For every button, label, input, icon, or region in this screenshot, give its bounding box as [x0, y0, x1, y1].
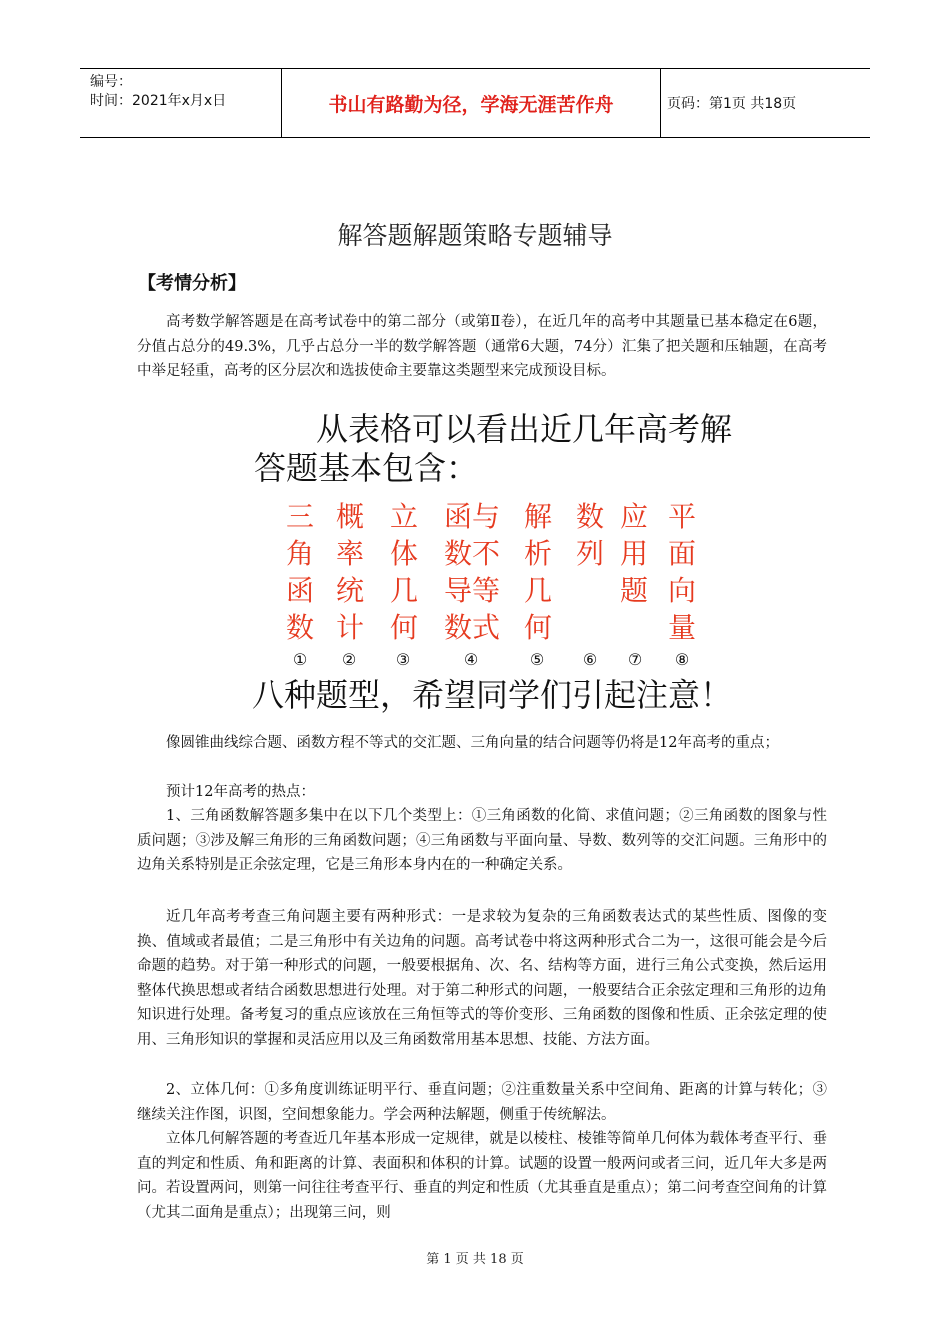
topic-column-prob: 概 率 统 计 [335, 500, 364, 644]
topic-column-vector: 平 面 向 量 [667, 500, 696, 644]
header-motto: 书山有路勤为径，学海无涯苦作舟 [282, 69, 661, 137]
body-paragraph: 1、三角函数解答题多集中在以下几个类型上：①三角函数的化简、求值问题；②三角函数的图象与性质问题；③涉及解三角形的三角函数问题；④三角函数与平面向量、导数、数列等的交汇问题。三角形中的边角关系特别是正余弦定理，它是三角形本身内在的一种确定关系。 [137, 808, 827, 873]
body-paragraph: 近几年高考考查三角问题主要有两种形式：一是求较为复杂的三角函数表达式的某些性质、图像的变换、值域或者最值；二是三角形中有关边角的问题。高考试卷中将这两种形式合二为一，这很可能会是今后命题的趋势。对于第一种形式的问题，一般要根据角、次、名、结构等方面，进行三角公式变换，然后运用整体代换思想或者结合函数思想进行处理。对于第二种形式的问题，一般要结合正余弦定理和三角形的边角知识进行处理。备考复习的重点应该放在三角恒等式的等价变形、三角函数的图像和性质、正余弦定理的使用、三角形知识的掌握和灵活应用以及三角函数常用基本思想、技能、方法方面。 [137, 909, 827, 1048]
topic-column-trig: 三 角 函 数 [285, 500, 314, 644]
slide-line-2: 答题基本包含： [254, 449, 479, 487]
topic-column-seq: 数 列 [575, 500, 604, 570]
header-meta-cell [80, 69, 282, 137]
body-paragraph: 2、立体几何：①多角度训练证明平行、垂直问题；②注重数量关系中空间角、距离的计算与转化；③继续关注作图，识图，空间想象能力。学会两种法解题，侧重于传统解法。 [137, 1082, 827, 1123]
document-header [80, 68, 870, 138]
serial-label: 编号： [90, 74, 132, 90]
intro-paragraph: 高考数学解答题是在高考试卷中的第二部分（或第Ⅱ卷），在近几年的高考中其题量已基本稳定在6题，分值占总分的49.3%，几乎占总分一半的数学解答题（通常6大题，74分）汇集了把关题和压轴题，在高考中举足轻重，高考的区分层次和选拔使命主要靠这类题型来完成预设目标。 [137, 314, 827, 379]
topic-number: ⑦ [627, 650, 643, 669]
body-paragraph: 像圆锥曲线综合题、函数方程不等式的交汇题、三角向量的结合问题等仍将是12年高考的重点； [166, 735, 779, 751]
date-label: 时间：2021年x月x日 [90, 93, 227, 109]
topic-column-func: 函与 数不 导等 数式 [443, 500, 500, 644]
topic-number: ③ [395, 650, 411, 669]
slide-conclusion: 八种题型，希望同学们引起注意！ [252, 676, 733, 714]
body-paragraph: 立体几何解答题的考查近几年基本形成一定规律，就是以棱柱、棱锥等简单几何体为载体考查平行、垂直的判定和性质、角和距离的计算、表面积和体积的计算。试题的设置一般两问或者三问，近几年大多是两问。若设置两问，则第一问往往考查平行、垂直的判定和性质（尤其垂直是重点）；第二问考查空间角的计算（尤其二面角是重点）；出现第三问，则 [137, 1131, 827, 1221]
header-page-info: 页码：第1页 共18页 [667, 96, 797, 112]
topic-number: ① [292, 650, 308, 669]
topic-number: ⑧ [674, 650, 690, 669]
topic-column-app: 应 用 题 [619, 500, 648, 607]
document-title: 解答题解题策略专题辅导 [337, 221, 613, 250]
page-footer: 第 1 页 共 18 页 [426, 1252, 524, 1267]
topic-number: ⑤ [529, 650, 545, 669]
topic-number: ⑥ [582, 650, 598, 669]
slide-line-1: 从表格可以看出近几年高考解 [316, 410, 733, 448]
topic-column-analytic: 解 析 几 何 [523, 500, 552, 644]
topic-number: ② [341, 650, 357, 669]
section-heading: 【考情分析】 [138, 273, 246, 294]
topic-number: ④ [463, 650, 479, 669]
body-paragraph: 预计12年高考的热点： [166, 784, 315, 800]
topic-column-solid: 立 体 几 何 [389, 500, 418, 644]
